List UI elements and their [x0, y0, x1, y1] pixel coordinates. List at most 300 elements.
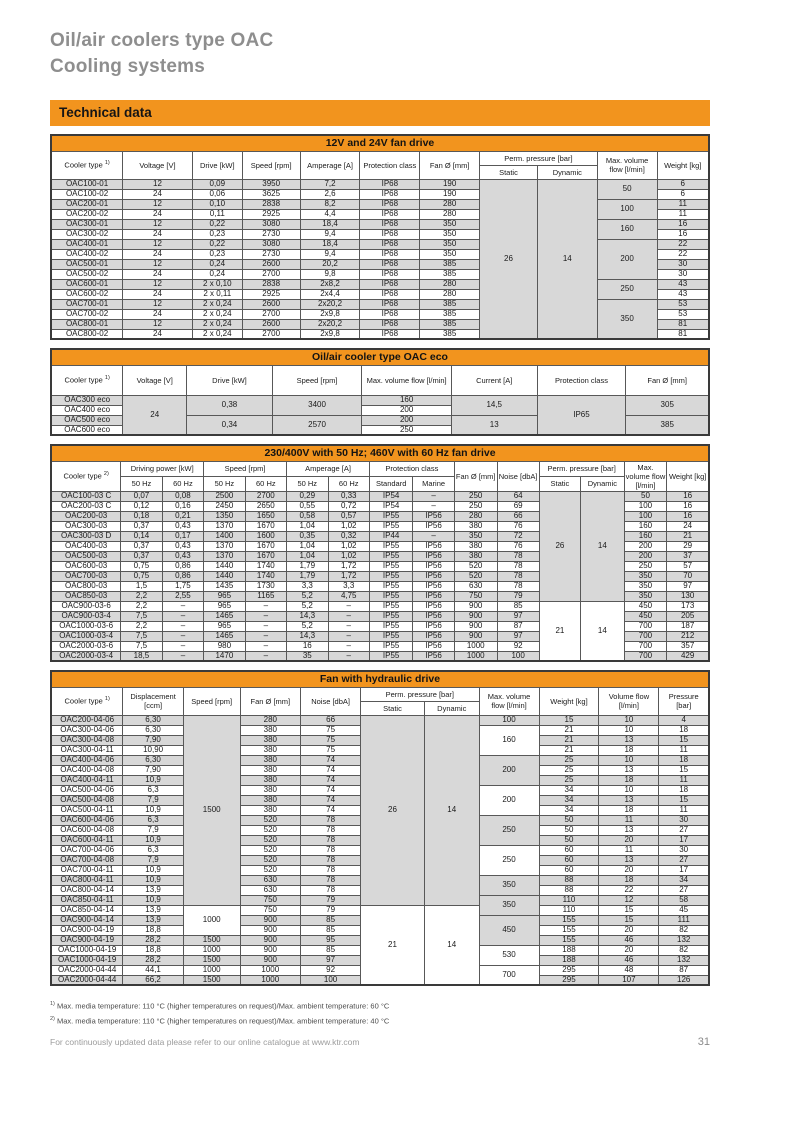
table-cell: 12 — [123, 259, 193, 269]
table-cell: 100 — [497, 651, 539, 661]
table-cell: 6,30 — [123, 715, 184, 725]
column-header: Cooler type $^{2)}$ — [51, 461, 121, 491]
table-cell: 0,35 — [287, 531, 328, 541]
column-header: Static — [539, 476, 580, 491]
table-cell: 4,75 — [328, 591, 369, 601]
table-cell: 1465 — [204, 631, 245, 641]
table-cell: 79 — [497, 591, 539, 601]
table-cell: 160 — [597, 219, 657, 239]
column-header: Max. volume flow [l/min] — [479, 687, 539, 715]
table-cell: 10,9 — [123, 835, 184, 845]
table-cell: IP68 — [360, 309, 420, 319]
table-cell: 16 — [287, 641, 328, 651]
table-cell: IP68 — [360, 229, 420, 239]
table-cell: 24 — [123, 289, 193, 299]
table-cell: 2925 — [242, 289, 300, 299]
table-cell: 520 — [240, 835, 301, 845]
table-row — [51, 239, 709, 249]
table-cell: 92 — [497, 641, 539, 651]
table-cell: 520 — [240, 845, 301, 855]
table-cell: 132 — [659, 935, 709, 945]
table-cell: 0,29 — [287, 491, 328, 501]
table-cell: 1740 — [245, 571, 286, 581]
table-cell: IP68 — [360, 209, 420, 219]
table-cell: – — [162, 641, 203, 651]
table-cell: 700 — [624, 651, 667, 661]
table-cell: OAC1000-04-19 — [51, 945, 123, 955]
table-cell: IP55 — [369, 541, 412, 551]
table-cell: 2,2 — [121, 601, 162, 611]
table-cell: 11 — [599, 815, 659, 825]
table-cell: OAC900-03-6 — [51, 601, 121, 611]
table-cell: 76 — [497, 541, 539, 551]
table-cell: 88 — [539, 885, 599, 895]
footnote-1-marker: 1) — [50, 1001, 55, 1007]
table-cell: 1,04 — [287, 551, 328, 561]
table-cell: 0,24 — [192, 259, 242, 269]
table-cell: 15 — [539, 715, 599, 725]
table-cell: 53 — [657, 309, 709, 319]
table-cell: IP68 — [360, 189, 420, 199]
table-cell: OAC700-04-08 — [51, 855, 123, 865]
table-cell: 20 — [599, 925, 659, 935]
column-header: Dynamic — [424, 701, 479, 715]
table-cell: 87 — [659, 965, 709, 975]
table-cell: 900 — [454, 611, 497, 621]
table-cell: OAC700-04-06 — [51, 845, 123, 855]
table-cell: 7,5 — [121, 611, 162, 621]
table-cell: 34 — [539, 795, 599, 805]
table-cell: 0,12 — [121, 501, 162, 511]
table-cell: 10 — [599, 755, 659, 765]
table-cell: 22 — [657, 249, 709, 259]
table-cell: IP56 — [413, 511, 454, 521]
table-cell: 17 — [659, 835, 709, 845]
table-cell: 0,86 — [162, 571, 203, 581]
table-cell: 450 — [624, 611, 667, 621]
table-cell: 205 — [667, 611, 709, 621]
table-cell: OAC900-04-14 — [51, 915, 123, 925]
table-cell: 85 — [301, 925, 361, 935]
table-cell: 18,5 — [121, 651, 162, 661]
table-cell: 2600 — [242, 259, 300, 269]
column-header: Noise [dbA] — [497, 461, 539, 491]
column-header: Dynamic — [537, 165, 597, 179]
column-header: Fan Ø [mm] — [420, 151, 480, 179]
table-row — [51, 601, 709, 611]
table-cell: – — [245, 631, 286, 641]
column-header: Cooler type $^{1)}$ — [51, 151, 123, 179]
table-cell: 1670 — [245, 551, 286, 561]
table-cell: 29 — [667, 541, 709, 551]
column-header: Fan Ø [mm] — [240, 687, 301, 715]
column-header: 50 Hz — [204, 476, 245, 491]
table-cell: 17 — [659, 865, 709, 875]
column-header: Current [A] — [451, 365, 537, 395]
table-cell: 111 — [659, 915, 709, 925]
column-header: Amperage [A] — [300, 151, 360, 179]
table-cell: 12 — [123, 279, 193, 289]
table-cell: IP55 — [369, 611, 412, 621]
table-cell: 350 — [420, 239, 480, 249]
table-cell: 14 — [424, 715, 479, 905]
table-cell: 87 — [497, 621, 539, 631]
table-cell: 11 — [659, 775, 709, 785]
table-cell: 21 — [667, 531, 709, 541]
table-cell: 13 — [451, 415, 537, 435]
table-cell: 0,11 — [192, 209, 242, 219]
table-cell: 2838 — [242, 279, 300, 289]
table-cell: 46 — [599, 935, 659, 945]
table-cell: 13 — [599, 735, 659, 745]
table-cell: 2838 — [242, 199, 300, 209]
table-cell: 1,04 — [287, 521, 328, 531]
table-cell: 0,86 — [162, 561, 203, 571]
table-cell: OAC700-03 — [51, 571, 121, 581]
table-cell: IP55 — [369, 591, 412, 601]
table-cell: 2730 — [242, 229, 300, 239]
table-cell: 900 — [240, 945, 301, 955]
table-cell: 2x9,8 — [300, 309, 360, 319]
table-cell: 350 — [597, 299, 657, 339]
table-cell: 74 — [301, 785, 361, 795]
table-cell: – — [245, 621, 286, 631]
table-cell: 0,32 — [328, 531, 369, 541]
table-cell: 50 — [539, 825, 599, 835]
table-cell: 24 — [123, 209, 193, 219]
table-cell: 900 — [240, 915, 301, 925]
table-cell: IP56 — [413, 541, 454, 551]
table-cell: 1650 — [245, 511, 286, 521]
table-cell: 700 — [479, 965, 539, 985]
table-cell: 2700 — [242, 329, 300, 339]
table-cell: 34 — [539, 785, 599, 795]
table-cell: 1,04 — [287, 541, 328, 551]
table-cell: 280 — [420, 289, 480, 299]
table-cell: 1670 — [245, 521, 286, 531]
table-cell: 130 — [667, 591, 709, 601]
table-cell: 10,9 — [123, 895, 184, 905]
table-cell: 9,4 — [300, 229, 360, 239]
table-cell: 30 — [657, 259, 709, 269]
table-cell: 350 — [454, 531, 497, 541]
table-cell: 250 — [624, 561, 667, 571]
table-cell: 30 — [657, 269, 709, 279]
table-cell: 6,3 — [123, 845, 184, 855]
table-cell: 380 — [240, 725, 301, 735]
table-cell: IP56 — [413, 631, 454, 641]
table-cell: 350 — [420, 249, 480, 259]
table-cell: 13,9 — [123, 905, 184, 915]
table-cell: 1,75 — [162, 581, 203, 591]
table-cell: 0,72 — [328, 501, 369, 511]
table-cell: 295 — [539, 975, 599, 985]
table-cell: 110 — [539, 905, 599, 915]
column-header: Speed [rpm] — [183, 687, 240, 715]
table-cell: 76 — [497, 521, 539, 531]
column-header: 60 Hz — [245, 476, 286, 491]
table-cell: 0,75 — [121, 571, 162, 581]
table-cell: 450 — [624, 601, 667, 611]
table-cell: OAC300-04-06 — [51, 725, 123, 735]
table-cell: 75 — [301, 735, 361, 745]
table-cell: 24 — [667, 521, 709, 531]
page-title — [50, 0, 710, 80]
table-cell: OAC200-03 C — [51, 501, 121, 511]
table-cell: 100 — [301, 975, 361, 985]
table-cell: IP68 — [360, 319, 420, 329]
table-cell: 0,58 — [287, 511, 328, 521]
table-cell: 1500 — [183, 975, 240, 985]
table-cell: OAC500-04-06 — [51, 785, 123, 795]
table-cell: 900 — [454, 631, 497, 641]
table-cell: OAC100-03 C — [51, 491, 121, 501]
table-cell: 350 — [479, 895, 539, 915]
table-cell: IP56 — [413, 571, 454, 581]
table-cell: 385 — [420, 309, 480, 319]
table-cell: 82 — [659, 925, 709, 935]
table-cell: 97 — [667, 581, 709, 591]
table-cell: – — [328, 641, 369, 651]
table-cell: 18,4 — [300, 239, 360, 249]
table-cell: – — [245, 641, 286, 651]
table-cell: 6,3 — [123, 815, 184, 825]
table-cell: 1,72 — [328, 561, 369, 571]
column-header: Dynamic — [581, 476, 624, 491]
table-cell: OAC500-02 — [51, 269, 123, 279]
table-cell: 15 — [659, 765, 709, 775]
table-cell: OAC850-03 — [51, 591, 121, 601]
table-cell: 160 — [479, 725, 539, 755]
table-cell: 0,22 — [192, 239, 242, 249]
table-cell: 16 — [667, 511, 709, 521]
table-cell: 7,9 — [123, 855, 184, 865]
table-cell: 380 — [240, 735, 301, 745]
table-cell: 10,90 — [123, 745, 184, 755]
table-cell: 7,9 — [123, 795, 184, 805]
table-cell: 2 x 0,24 — [192, 319, 242, 329]
column-header: Voltage [V] — [123, 151, 193, 179]
table-cell: 69 — [497, 501, 539, 511]
table-cell: 900 — [240, 925, 301, 935]
table-cell: 2x8,2 — [300, 279, 360, 289]
table-cell: 78 — [497, 581, 539, 591]
table-cell: 15 — [599, 915, 659, 925]
table-cell: – — [328, 601, 369, 611]
table-cell: 280 — [420, 199, 480, 209]
table-cell: 0,22 — [192, 219, 242, 229]
table-cell: 7,9 — [123, 825, 184, 835]
table-cell: 3,3 — [287, 581, 328, 591]
table-cell: – — [162, 651, 203, 661]
table-cell: OAC600-03 — [51, 561, 121, 571]
table-cell: 12 — [123, 239, 193, 249]
table-cell: 12 — [123, 179, 193, 189]
table-cell: 1440 — [204, 561, 245, 571]
table-cell: 380 — [454, 521, 497, 531]
table-row — [51, 279, 709, 289]
table-cell: 380 — [240, 765, 301, 775]
table-cell: 2600 — [242, 319, 300, 329]
table-cell: 11 — [657, 199, 709, 209]
table-cell: 24 — [123, 229, 193, 239]
table-cell: 520 — [454, 571, 497, 581]
table-cell: 3080 — [242, 219, 300, 229]
table-cell: 26 — [539, 491, 580, 601]
column-header: Protection class — [537, 365, 626, 395]
table-cell: 88 — [539, 875, 599, 885]
table-cell: 520 — [240, 865, 301, 875]
table-cell: 0,10 — [192, 199, 242, 209]
table-cell: 18,4 — [300, 219, 360, 229]
table-cell: 1370 — [204, 521, 245, 531]
table-cell: IP68 — [360, 259, 420, 269]
table-cell: 75 — [301, 725, 361, 735]
table-cell: 14 — [537, 179, 597, 339]
table-cell: 74 — [301, 765, 361, 775]
table-cell: 0,09 — [192, 179, 242, 189]
table-cell: 2 x 0,24 — [192, 309, 242, 319]
column-header: Speed [rpm] — [242, 151, 300, 179]
table-cell: 43 — [657, 289, 709, 299]
table-cell: 1000 — [240, 975, 301, 985]
table-cell: 13 — [599, 795, 659, 805]
table-cell: 1,5 — [121, 581, 162, 591]
table-cell: 92 — [301, 965, 361, 975]
table-cell: 530 — [479, 945, 539, 965]
table-cell: IP68 — [360, 179, 420, 189]
table-cell: OAC500-04-08 — [51, 795, 123, 805]
table-cell: 24 — [123, 309, 193, 319]
table-cell: 34 — [659, 875, 709, 885]
table-cell: 0,06 — [192, 189, 242, 199]
table-cell: OAC700-04-11 — [51, 865, 123, 875]
table-cell: 13,9 — [123, 885, 184, 895]
table-cell: – — [162, 631, 203, 641]
table-cell: 0,21 — [162, 511, 203, 521]
table-cell: 1,02 — [328, 541, 369, 551]
table-cell: OAC800-02 — [51, 329, 123, 339]
page-content — [50, 0, 710, 1048]
table-cell: IP54 — [369, 501, 412, 511]
table-cell: 190 — [420, 189, 480, 199]
table-12v-24v-fan-drive — [50, 134, 710, 340]
table-cell: 1000 — [454, 641, 497, 651]
table-cell: 78 — [301, 825, 361, 835]
table-cell: 155 — [539, 925, 599, 935]
table-cell: 190 — [420, 179, 480, 189]
table-cell: 24 — [123, 329, 193, 339]
table-cell: 1740 — [245, 561, 286, 571]
table-cell: 57 — [667, 561, 709, 571]
table-cell: 250 — [479, 845, 539, 875]
table-cell: OAC500 eco — [51, 415, 123, 425]
table-cell: OAC300 eco — [51, 395, 123, 405]
table-cell: OAC2000-04-44 — [51, 975, 123, 985]
table-cell: IP55 — [369, 571, 412, 581]
table-cell: 1400 — [204, 531, 245, 541]
table-cell: IP68 — [360, 219, 420, 229]
table-cell: 520 — [454, 561, 497, 571]
table-cell: OAC200-01 — [51, 199, 123, 209]
table-cell: 78 — [301, 845, 361, 855]
table-cell: OAC300-04-08 — [51, 735, 123, 745]
table-cell: 2450 — [204, 501, 245, 511]
table-cell: 20 — [599, 835, 659, 845]
table-cell: 30 — [659, 845, 709, 855]
table-cell: IP56 — [413, 611, 454, 621]
table-cell: 10 — [599, 785, 659, 795]
table-cell: 0,75 — [121, 561, 162, 571]
table-cell: 66,2 — [123, 975, 184, 985]
table-cell: 900 — [240, 955, 301, 965]
table-cell: 50 — [539, 835, 599, 845]
table-cell: 58 — [659, 895, 709, 905]
table-cell: 1370 — [204, 541, 245, 551]
table-cell: 11 — [657, 209, 709, 219]
table-cell: 2730 — [242, 249, 300, 259]
table-cell: 85 — [301, 915, 361, 925]
table-cell: 66 — [301, 715, 361, 725]
page-footer — [50, 1036, 710, 1048]
table-cell: 74 — [301, 755, 361, 765]
table-row — [51, 491, 709, 501]
column-header: Pressure [bar] — [659, 687, 709, 715]
table-cell: 200 — [479, 755, 539, 785]
table-cell: – — [328, 621, 369, 631]
table-cell: 155 — [539, 915, 599, 925]
table-row — [51, 199, 709, 209]
table-cell: 15 — [659, 735, 709, 745]
table-cell: 520 — [240, 825, 301, 835]
table-cell: OAC200-03 — [51, 511, 121, 521]
column-header: 60 Hz — [328, 476, 369, 491]
table-cell: IP55 — [369, 631, 412, 641]
table-cell: OAC600-04-06 — [51, 815, 123, 825]
table-cell: 385 — [626, 415, 709, 435]
table-cell: OAC800-04-14 — [51, 885, 123, 895]
table-cell: 78 — [497, 551, 539, 561]
table-cell: 45 — [659, 905, 709, 915]
table-cell: 13 — [599, 825, 659, 835]
table-cell: OAC1000-03-6 — [51, 621, 121, 631]
table-cell: 350 — [624, 581, 667, 591]
table-cell: 0,55 — [287, 501, 328, 511]
table-cell: 24 — [123, 249, 193, 259]
column-header: Fan Ø [mm] — [626, 365, 709, 395]
table-cell: 24 — [123, 189, 193, 199]
table-cell: – — [162, 601, 203, 611]
table-cell: 14,3 — [287, 611, 328, 621]
table-cell: 385 — [420, 259, 480, 269]
column-header: Perm. pressure [bar] — [480, 151, 598, 165]
column-header: Weight [kg] — [539, 687, 599, 715]
table-cell: 7,90 — [123, 735, 184, 745]
table-cell: IP56 — [413, 621, 454, 631]
table-cell: 1000 — [240, 965, 301, 975]
table-cell: IP55 — [369, 601, 412, 611]
table-cell: 100 — [624, 511, 667, 521]
table-cell: 2 x 0,11 — [192, 289, 242, 299]
table-cell: 18 — [599, 875, 659, 885]
table-cell: 6,30 — [123, 725, 184, 735]
table-fan-hydraulic-drive — [50, 670, 710, 986]
table-cell: 27 — [659, 825, 709, 835]
table-cell: 18,8 — [123, 925, 184, 935]
table-cell: 0,43 — [162, 521, 203, 531]
table-cell: 100 — [624, 501, 667, 511]
table-cell: IP56 — [413, 521, 454, 531]
